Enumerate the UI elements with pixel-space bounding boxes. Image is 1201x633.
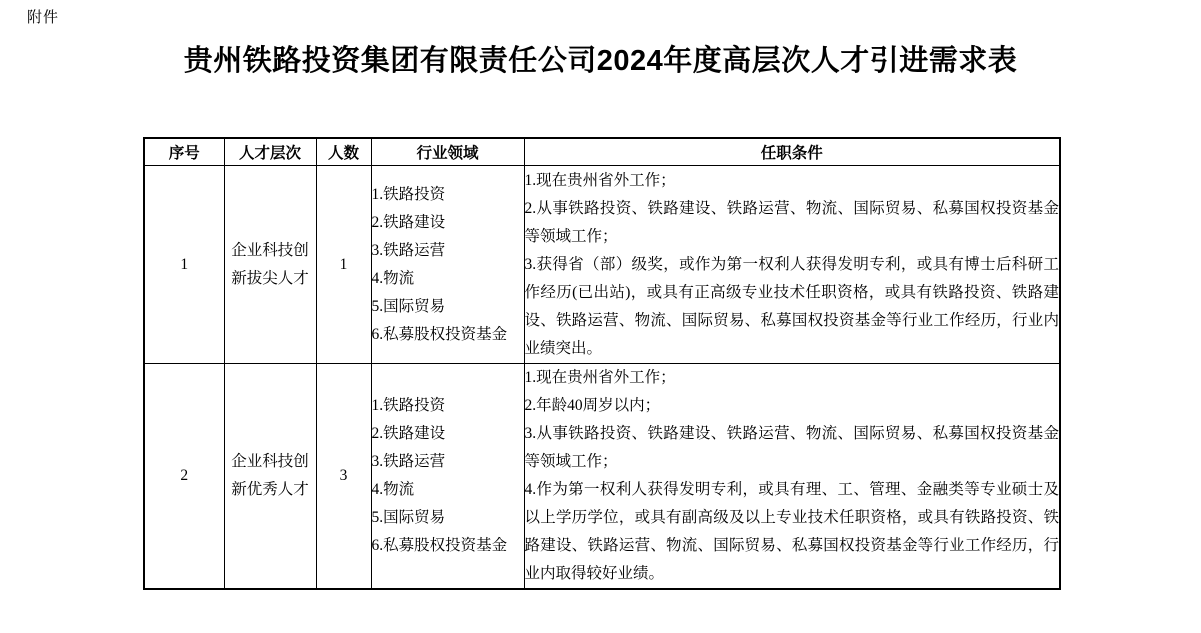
header-talent-level: 人才层次: [224, 138, 316, 166]
industry-item: 5.国际贸易: [371, 509, 446, 526]
industry-item: 3.铁路运营: [371, 241, 446, 259]
talent-level-cell: 企业科技创新优秀人才: [224, 364, 316, 590]
condition-item: 3.获得省（部）级奖，或作为第一权利人获得发明专利，或具有博士后科研工作经历(已出站)，或具有正高级专业技术任职资格，或具有铁路投资、铁路建设、铁路运营、物流、国际贸易、私募国权投资基金等行业工作经历，行业内业绩突出。: [524, 255, 1059, 357]
condition-item: 4.作为第一权利人获得发明专利，或具有理、工、管理、金融类等专业硕士及以上学历学位，或具有副高级及以上专业技术任职资格，或具有铁路投资、铁路建设、铁路运营、物流、国际贸易、私募国权投资基金等行业工作经历，行业内取得较好业绩。: [524, 481, 1059, 582]
count-cell: 3: [316, 364, 371, 590]
condition-item: 2.从事铁路投资、铁路建设、铁路运营、物流、国际贸易、私募国权投资基金等领域工作；: [524, 199, 1059, 245]
industry-item: 4.物流: [371, 481, 415, 498]
condition-item: 1.现在贵州省外工作；: [524, 171, 676, 189]
condition-item: 3.从事铁路投资、铁路建设、铁路运营、物流、国际贸易、私募国权投资基金等领域工作；: [524, 425, 1059, 470]
header-industry-field: 行业领域: [371, 138, 524, 166]
attachment-label: 附件: [27, 9, 60, 26]
industry-item: 1.铁路投资: [371, 185, 446, 203]
industry-field-cell: [371, 364, 524, 590]
talent-requirements-table: [143, 137, 1061, 590]
header-count: 人数: [316, 138, 371, 166]
table-header-row: [144, 138, 1060, 166]
industry-item: 2.铁路建设: [371, 213, 446, 231]
header-seq: 序号: [144, 138, 224, 166]
job-conditions-cell: [524, 166, 1060, 364]
table-row: [144, 166, 1060, 364]
table-row: [144, 364, 1060, 590]
industry-item: 5.国际贸易: [371, 297, 446, 315]
job-conditions-cell: [524, 364, 1060, 590]
industry-item: 3.铁路运营: [371, 453, 446, 470]
count-cell: 1: [316, 166, 371, 364]
industry-item: 1.铁路投资: [371, 397, 446, 414]
industry-field-cell: [371, 166, 524, 364]
condition-item: 2.年龄40周岁以内；: [524, 397, 661, 414]
industry-item: 6.私募股权投资基金: [371, 325, 508, 343]
header-job-conditions: 任职条件: [524, 138, 1060, 166]
industry-item: 6.私募股权投资基金: [371, 537, 508, 554]
industry-item: 2.铁路建设: [371, 425, 446, 442]
industry-item: 4.物流: [371, 269, 415, 287]
seq-cell: 2: [144, 364, 224, 590]
page-title: 贵州铁路投资集团有限责任公司2024年度高层次人才引进需求表: [183, 45, 1018, 77]
seq-cell: 1: [144, 166, 224, 364]
condition-item: 1.现在贵州省外工作；: [524, 369, 676, 386]
talent-level-cell: 企业科技创新拔尖人才: [224, 166, 316, 364]
